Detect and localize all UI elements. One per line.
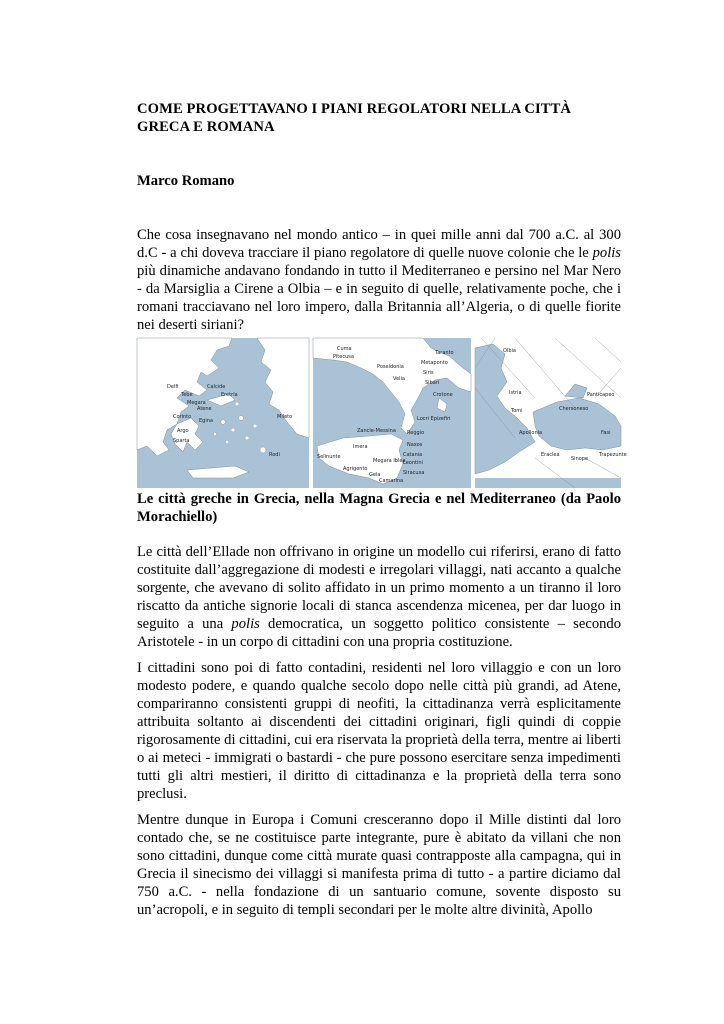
author-name: Marco Romano xyxy=(137,173,235,189)
greece-label: Argo xyxy=(177,428,189,434)
greece-label: Egina xyxy=(199,418,213,424)
city-label: Apollonia xyxy=(519,430,543,436)
black-sea-map xyxy=(475,338,627,488)
city-label: Olbia xyxy=(503,348,516,354)
city-label: Locri Epizefiri xyxy=(417,416,451,422)
greece-label: Eretria xyxy=(221,392,238,398)
city-label: Velia xyxy=(393,376,405,382)
greece-label: Corinto xyxy=(173,414,192,420)
body-paragraph-2 xyxy=(137,543,621,651)
greece-label: Calcide xyxy=(207,384,226,390)
greece-map xyxy=(137,338,309,488)
greece-label: Sparta xyxy=(173,438,190,444)
city-label: Catania xyxy=(403,452,423,458)
para2-emphasis: polis xyxy=(231,616,260,632)
city-label: Megara Iblea xyxy=(373,458,406,464)
city-label: Agrigento xyxy=(343,466,368,472)
city-label: Poseidonia xyxy=(377,364,404,370)
intro-emphasis: polis xyxy=(592,245,621,261)
city-label: Metaponto xyxy=(421,360,448,366)
city-label: Pitecusa xyxy=(333,354,354,360)
city-label: Istria xyxy=(509,390,522,396)
city-label: Gela xyxy=(369,472,381,478)
city-label: Cuma xyxy=(337,346,352,352)
maps-figure xyxy=(137,338,627,488)
greece-label: Delfi xyxy=(167,384,179,390)
city-label: Zancle-Messina xyxy=(357,428,396,434)
intro-text-end: più dinamiche andavano fondando in tutto il Mediterraneo e persino nel Mar Nero - da Marsiglia a Cirene a Olbia – e in seguito di quelle, relativamente poche, che i romani tracciavano nel loro impero, dalla Britannia all’Algeria, o di quelle fiorite nei deserti siriani? xyxy=(137,263,621,333)
city-label: Naxos xyxy=(407,442,423,448)
city-label: Taranto xyxy=(435,350,454,356)
city-label: Tomi xyxy=(511,408,523,414)
magna-grecia-map xyxy=(313,338,471,488)
city-label: Crotone xyxy=(433,392,453,398)
document-title: COME PROGETTAVANO I PIANI REGOLATORI NELLA CITTÀ GRECA E ROMANA xyxy=(137,101,572,135)
para2-text-start: Le città dell’Ellade non offrivano in origine un modello cui riferirsi, erano di fatto costituite dall’aggregazione di modesti e irregolari villaggi, nati accanto a qualche sorgente, che avevano di solito affidato in un primo momento a un tiranno il loro riscatto da antiche signorie locali di stanca ascendenza micenea, per dar luogo in seguito a una xyxy=(137,544,621,632)
city-label: Eraclea xyxy=(541,452,560,458)
city-label: Leontini xyxy=(403,460,423,466)
city-label: Selinunte xyxy=(317,454,341,460)
city-label: Sibari xyxy=(425,380,440,386)
city-label: Panticapeo xyxy=(587,392,615,398)
city-label: Siris xyxy=(423,370,434,376)
city-label: Siracusa xyxy=(403,470,425,476)
city-label: Sinope xyxy=(571,456,589,462)
city-label: Camarina xyxy=(379,478,404,484)
city-label: Chersoneso xyxy=(559,406,589,412)
greece-label: Tebe xyxy=(181,392,193,398)
city-label: Trapezunte xyxy=(599,452,627,458)
greece-label: Mileto xyxy=(277,414,293,420)
intro-text-start: Che cosa insegnavano nel mondo antico – in quei mille anni dal 700 a.C. al 300 d.C - a chi doveva tracciare il piano regolatore di quelle nuove colonie che le xyxy=(137,227,621,261)
greece-label: Rodi xyxy=(269,452,280,458)
greece-label: Megara xyxy=(187,400,206,406)
body-paragraph-3: I cittadini sono poi di fatto contadini, residenti nel loro villaggio e con un loro modesto podere, e quando qualche secolo dopo nelle città più grandi, ad Atene, compariranno consistenti gruppi di neofiti, la cittadinanza verrà esplicitamente attribuita soltanto ai discendenti dei cittadini originari, figli quindi di coppie rigorosamente di cittadini, cui era riservata la proprietà della terra, mentre ai liberti o ai meteci - immigrati o bastardi - che pure possono esercitare senza impedimenti tutti gli altri mestieri, il diritto di cittadinanza e la proprietà della terra sono preclusi. xyxy=(137,660,621,802)
city-label: Reggio xyxy=(407,430,425,436)
body-paragraph-4: Mentre dunque in Europa i Comuni cresceranno dopo il Mille distinti dal loro contado che, se ne costituisce parte integrante, pure è abitato da villani che non sono cittadini, dunque come città murate quasi contrapposte alla campagna, qui in Grecia il sinecismo dei villaggi si manifesta prima di tutto - a partire diciamo dal 750 a.C. - nella fondazione di un santuario comune, sovente disposto su un’acropoli, e in seguito di templi secondari per le molte altre divinità, Apollo xyxy=(137,812,621,918)
city-label: Imera xyxy=(353,444,368,450)
para2-text-end: democratica, un soggetto politico consistente – secondo Aristotele - in un corpo di cittadini con una propria costituzione. xyxy=(137,616,622,650)
city-label: Fasi xyxy=(601,430,611,436)
greece-label: Atene xyxy=(197,406,212,412)
figure-caption: Le città greche in Grecia, nella Magna Grecia e nel Mediterraneo (da Paolo Morachiello) xyxy=(137,491,621,525)
intro-paragraph xyxy=(137,226,621,334)
